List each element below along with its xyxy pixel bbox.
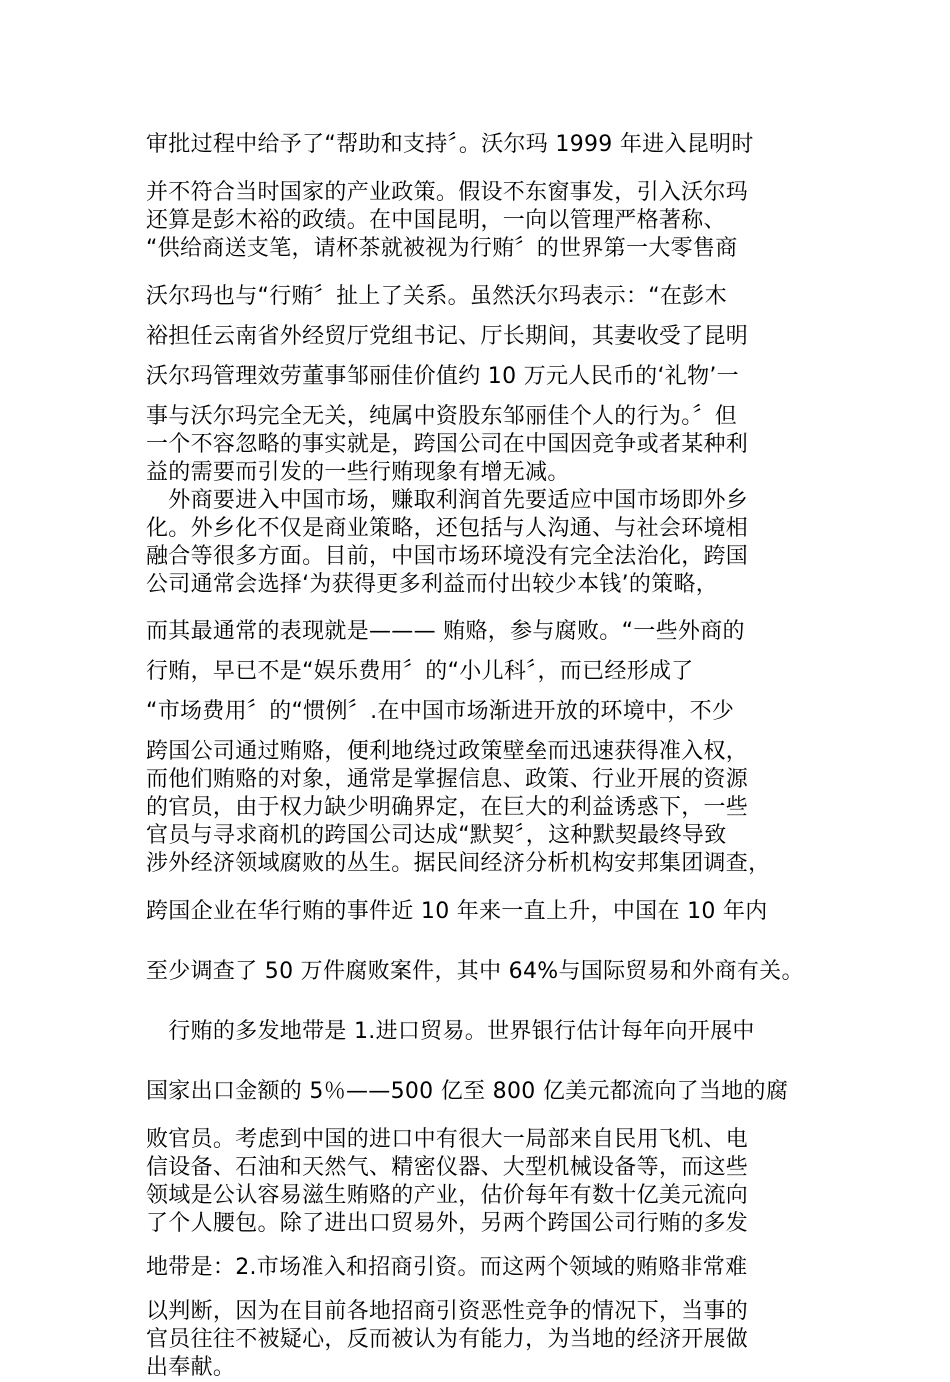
text-line: 至少调查了 50 万件腐败案件，其中 64%与国际贸易和外商有关。 <box>146 959 804 984</box>
text-line: 信设备、石油和天然气、精密仪器、大型机械设备等，而这些 <box>146 1155 749 1180</box>
text-line: 涉外经济领域腐败的丛生。据民间经济分析机构安邦集团调查， <box>146 851 771 876</box>
text-line: 事与沃尔玛完全无关，纯属中资股东邹丽佳个人的行为。〞但 <box>146 404 738 429</box>
text-line: 地带是：2.市场准入和招商引资。而这两个领域的贿赂非常难 <box>146 1255 748 1280</box>
text-line: 行贿，早已不是“娱乐费用〞的“小儿科〞，而已经形成了 <box>146 659 694 684</box>
text-line: 还算是彭木裕的政绩。在中国昆明，一向以管理严格著称、 <box>146 208 726 233</box>
text-line: 并不符合当时国家的产业政策。假设不东窗事发，引入沃尔玛 <box>146 180 749 205</box>
text-line: 益的需要而引发的一些行贿现象有增无减。 <box>146 460 570 485</box>
text-line: 了个人腰包。除了进出口贸易外，另两个跨国公司行贿的多发 <box>146 1211 749 1236</box>
text-line: 以判断，因为在目前各地招商引资恶性竞争的情况下，当事的 <box>146 1299 749 1324</box>
text-line: 融合等很多方面。目前，中国市场环境没有完全法治化，跨国 <box>146 544 749 569</box>
text-line: 官员往往不被疑心，反而被认为有能力，为当地的经济开展做 <box>146 1327 749 1352</box>
text-line: “供给商送支笔，请杯茶就被视为行贿〞的世界第一大零售商 <box>146 236 738 261</box>
text-line: 而他们贿赂的对象，通常是掌握信息、政策、行业开展的资源 <box>146 767 749 792</box>
text-line: 公司通常会选择‘为获得更多利益而付出较少本钱’的策略， <box>146 572 719 597</box>
text-line: “市场费用〞的“惯例〞.在中国市场渐进开放的环境中，不少 <box>146 699 735 724</box>
text-line: 领域是公认容易滋生贿赂的产业，估价每年有数十亿美元流向 <box>146 1183 749 1208</box>
text-line: 审批过程中给予了“帮助和支持〞。沃尔玛 1999 年进入昆明时 <box>146 132 754 157</box>
text-line: 裕担任云南省外经贸厅党组书记、厅长期间，其妻收受了昆明 <box>146 324 749 349</box>
text-line: 跨国公司通过贿赂，便利地绕过政策壁垒而迅速获得准入权， <box>146 739 749 764</box>
text-line: 化。外乡化不仅是商业策略，还包括与人沟通、与社会环境相 <box>146 516 749 541</box>
text-line: 行贿的多发地带是 1.进口贸易。世界银行估计每年向开展中 <box>146 1019 755 1044</box>
text-line: 而其最通常的表现就是——— 贿赂，参与腐败。“一些外商的 <box>146 619 745 644</box>
text-line: 一个不容忽略的事实就是，跨国公司在中国因竞争或者某种利 <box>146 432 749 457</box>
text-line: 国家出口金额的 5％——500 亿至 800 亿美元都流向了当地的腐 <box>146 1079 789 1104</box>
text-line: 败官员。考虑到中国的进口中有很大一局部来自民用飞机、电 <box>146 1127 749 1152</box>
text-line: 沃尔玛管理效劳董事邹丽佳价值约 10 万元人民币的‘礼物’一 <box>146 364 739 389</box>
text-line: 的官员，由于权力缺少明确界定，在巨大的利益诱惑下，一些 <box>146 795 749 820</box>
text-line: 跨国企业在华行贿的事件近 10 年来一直上升，中国在 10 年内 <box>146 899 768 924</box>
text-line: 外商要进入中国市场，赚取利润首先要适应中国市场即外乡 <box>146 488 749 513</box>
text-line: 官员与寻求商机的跨国公司达成“默契〞，这种默契最终导致 <box>146 823 727 848</box>
text-line: 沃尔玛也与“行贿〞扯上了关系。虽然沃尔玛表示：“在彭木 <box>146 284 727 309</box>
text-line: 出奉献。 <box>146 1355 236 1380</box>
